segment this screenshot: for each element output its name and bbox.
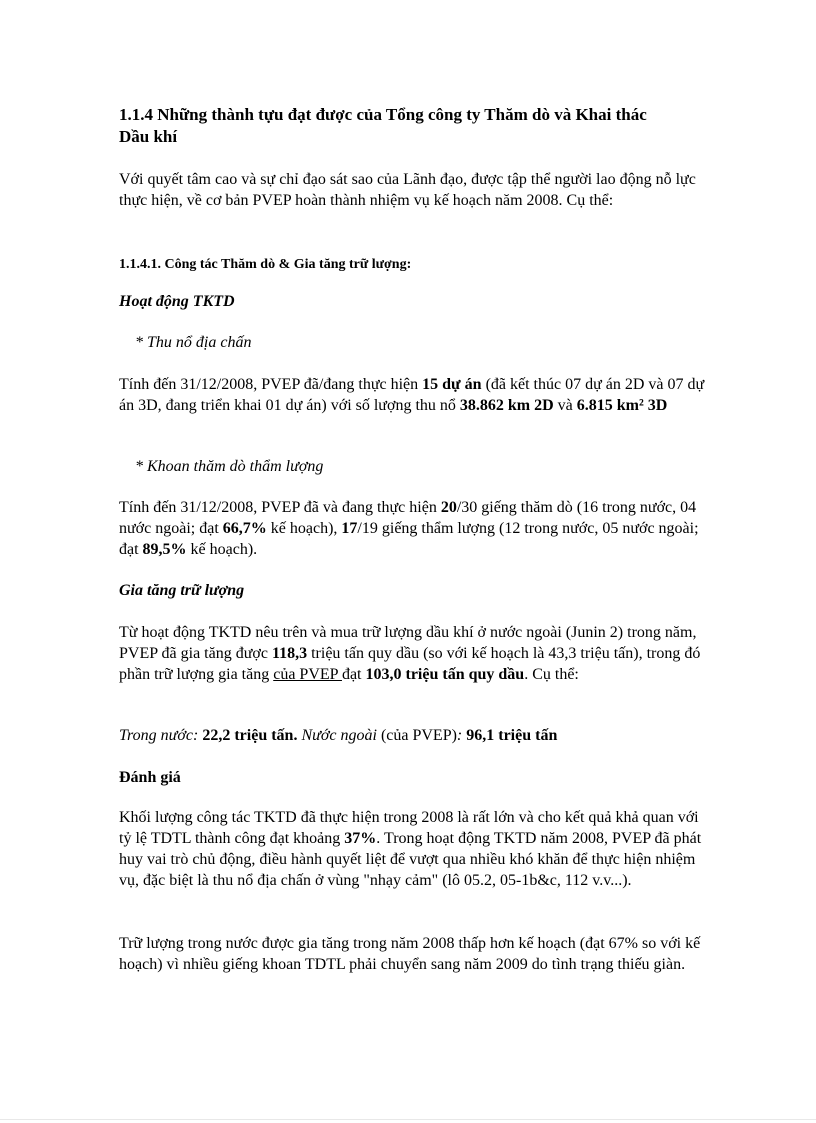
text-run: . Cụ thể: <box>524 666 579 683</box>
bold-run: 17 <box>341 520 358 537</box>
domestic-foreign-line <box>119 725 709 746</box>
page-edge-divider <box>0 1119 816 1120</box>
section-heading <box>119 104 709 148</box>
text-run: kế hoạch), <box>266 520 342 537</box>
italic-run: Nước ngoài <box>297 727 377 744</box>
drilling-label: * Khoan thăm dò thẩm lượng <box>135 458 324 475</box>
bold-run: 103,0 triệu tấn quy dầu <box>365 666 525 683</box>
bold-run: 96,1 triệu tấn <box>466 727 558 744</box>
text-run: Tính đến 31/12/2008, PVEP đã và đang thực hiện <box>119 499 441 516</box>
text-run: Từ hoạt động TKTD nêu trên và mua trữ lượng dầu khí ở nước ngoài (Junin 2) trong năm, PVEP đã gia tăng được <box>119 624 697 662</box>
italic-run: : <box>456 727 467 744</box>
evaluation-heading: Đánh giá <box>119 769 181 786</box>
text-run: . Trong hoạt động TKTD năm 2008, PVEP đã phát huy vai trò chủ động, điều hành quyết liệt để vượt qua nhiều khó khăn để thực hiện nhiệm vụ, đặc biệt là thu nổ địa chấn ở vùng "nhạy cảm" (lô 05.2, 05-1b&c, 112 v.v...). <box>119 830 702 889</box>
text-run: và <box>553 397 577 414</box>
seismic-label: * Thu nổ địa chấn <box>135 334 252 351</box>
bold-run: 20 <box>440 499 457 516</box>
text-run: kế hoạch). <box>186 541 258 558</box>
tktd-heading: Hoạt động TKTD <box>119 293 235 310</box>
text-run: (đã kết thúc 07 dự án 2D và 07 dự án 3D, đang triển khai 01 dự án) với số lượng thu nổ <box>119 376 705 414</box>
reserves-heading: Gia tăng trữ lượng <box>119 582 245 599</box>
bold-run: 37% <box>344 830 377 847</box>
text-run: triệu tấn quy dầu (so với kế hoạch là 43,3 triệu tấn), trong đó phần trữ lượng gia tăng <box>119 645 701 683</box>
bold-run: 38.862 km 2D <box>459 397 554 414</box>
bold-run: 66,7% <box>222 520 267 537</box>
subsection-title: 1.1.4.1. Công tác Thăm dò & Gia tăng trữ lượng: <box>119 257 412 272</box>
underlined-run: của PVEP <box>273 666 342 683</box>
drilling-paragraph <box>119 497 709 560</box>
text-run: /19 giếng thẩm lượng (12 trong nước, 05 nước ngoài; đạt <box>119 520 699 558</box>
heading-line-1: 1.1.4 Những thành tựu đạt được của Tổng công ty Thăm dò và Khai thác <box>119 105 647 124</box>
italic-run: Trong nước: <box>119 727 203 744</box>
text-run: (của PVEP) <box>376 727 457 744</box>
heading-line-2: Dầu khí <box>119 127 178 146</box>
seismic-paragraph <box>119 374 709 416</box>
bold-run: 89,5% <box>142 541 187 558</box>
intro-paragraph: Với quyết tâm cao và sự chỉ đạo sát sao của Lãnh đạo, được tập thể người lao động nỗ lực thực hiện, về cơ bản PVEP hoàn thành nhiệm vụ kế hoạch năm 2008. Cụ thể: <box>119 171 696 209</box>
final-paragraph: Trữ lượng trong nước được gia tăng trong năm 2008 thấp hơn kế hoạch (đạt 67% so với kế hoạch) vì nhiều giếng khoan TDTL phải chuyển sang năm 2009 do tình trạng thiếu giàn. <box>119 935 701 973</box>
bold-run: 15 dự án <box>422 376 482 393</box>
text-run: đạt <box>341 666 366 683</box>
bold-run: 6.815 km² 3D <box>576 397 668 414</box>
text-run: /30 giếng thăm dò (16 trong nước, 04 nước ngoài; đạt <box>119 499 697 537</box>
text-run: Khối lượng công tác TKTD đã thực hiện trong 2008 là rất lớn và cho kết quả khả quan với tỷ lệ TDTL thành công đạt khoảng <box>119 809 699 847</box>
text-run: Tính đến 31/12/2008, PVEP đã/đang thực hiện <box>119 376 423 393</box>
bold-run: 22,2 triệu tấn. <box>202 727 298 744</box>
reserves-paragraph <box>119 622 709 685</box>
bold-run: 118,3 <box>271 645 308 662</box>
evaluation-paragraph <box>119 807 709 891</box>
